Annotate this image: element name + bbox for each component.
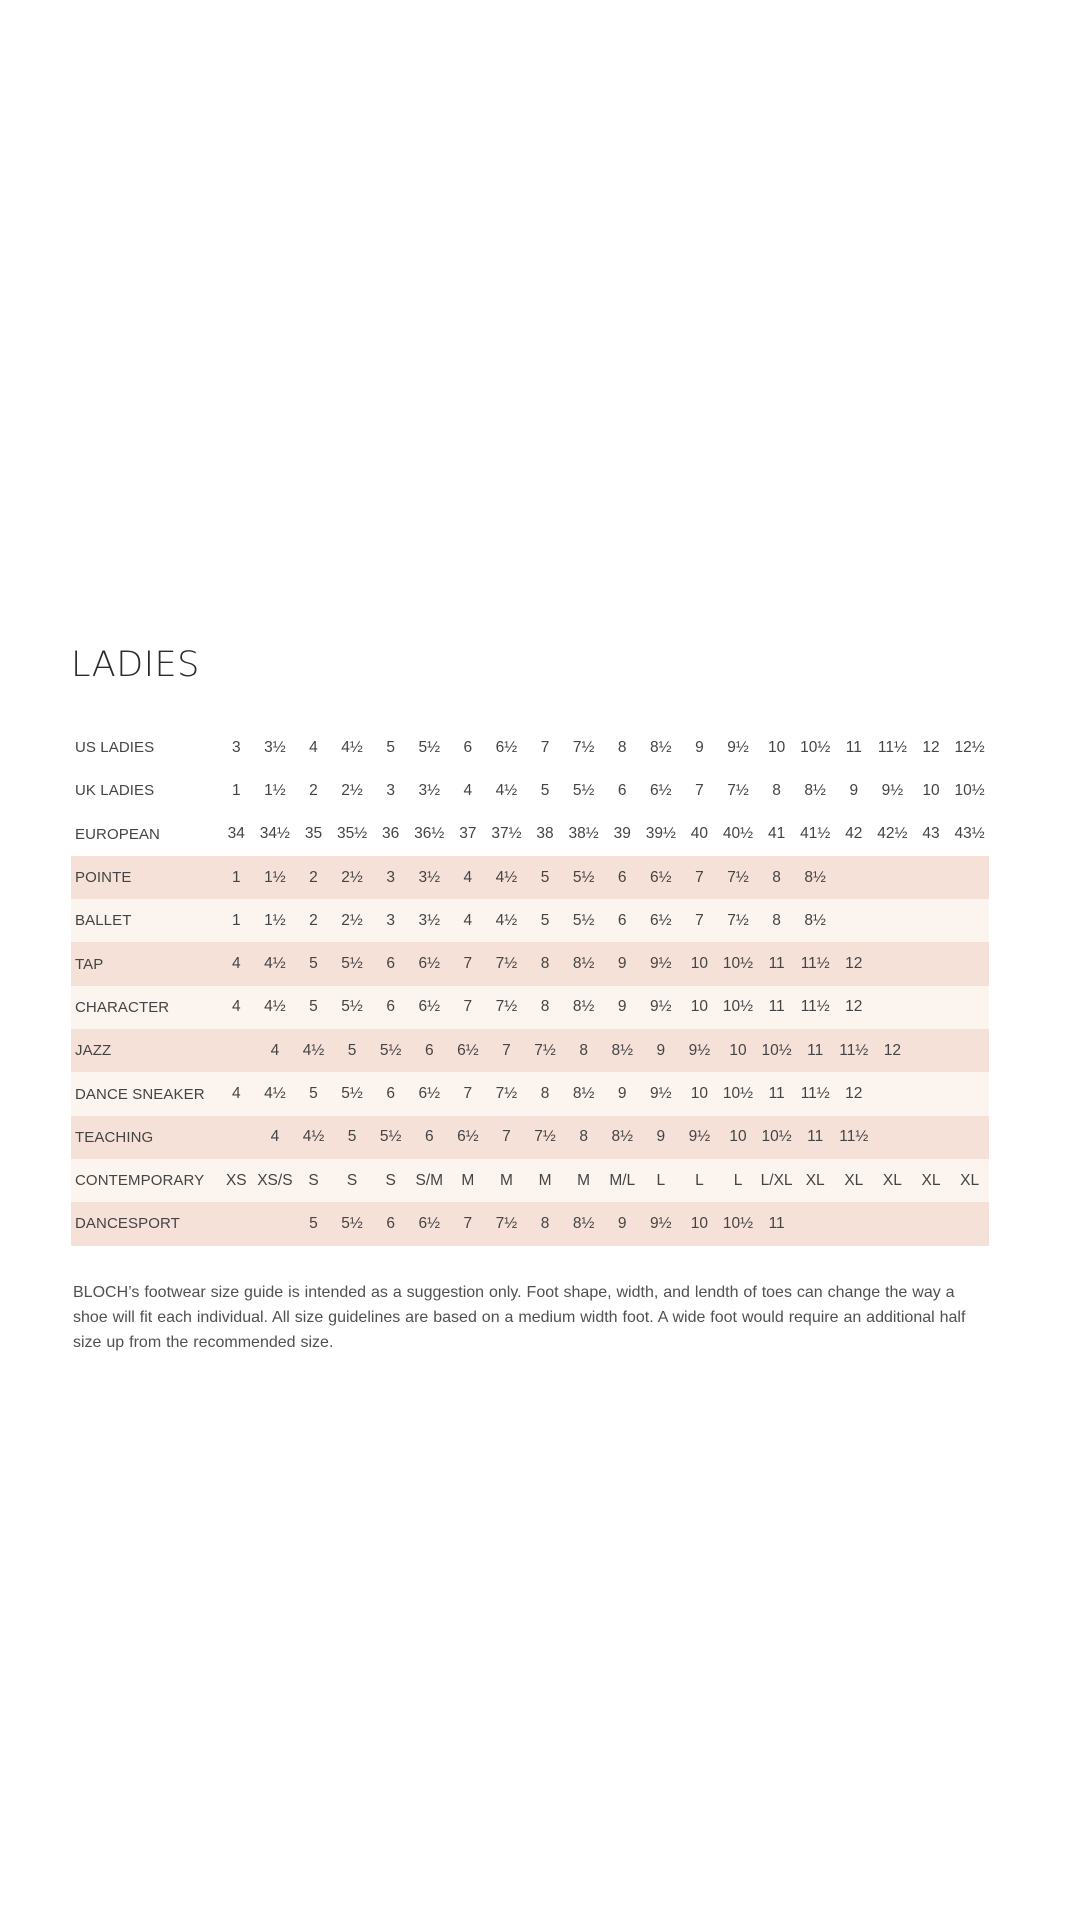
page-title: LADIES [71,645,200,685]
size-cell: 4½ [256,1072,295,1115]
size-cell: 9 [603,942,642,985]
size-cell: 8½ [650,738,672,756]
size-cell: 5½ [564,899,603,942]
size-cell: 9½ [642,1072,681,1115]
size-cell: XL [796,1159,835,1202]
size-cell: 6 [371,1202,410,1245]
row-label: POINTE [71,856,217,899]
size-cell: 5½ [333,942,372,985]
size-cell: 2 [294,856,333,899]
size-cell: L [680,1159,719,1202]
size-cell: 6 [603,856,642,899]
size-cell: 11½ [796,1072,835,1115]
size-cell: 8 [526,986,565,1029]
size-cell: 9½ [642,942,681,985]
size-cell: 9 [603,1072,642,1115]
size-cell [835,856,874,899]
size-cell: 4 [217,1072,256,1115]
size-row-teaching [71,1116,989,1159]
row-label: CONTEMPORARY [71,1159,217,1202]
size-cell: 34 [227,825,245,843]
size-cell [835,899,874,942]
size-cell: 11 [757,986,796,1029]
size-cell [912,1116,951,1159]
size-cell: 10 [767,738,786,756]
size-cell [950,986,989,1029]
size-cell: 2½ [341,781,363,799]
size-cell: 7½ [526,1029,565,1072]
size-cell: 8 [772,781,781,799]
size-cell: 2 [294,899,333,942]
size-cell: 4 [217,986,256,1029]
size-cell [912,1202,951,1245]
size-row-ballet [71,899,989,942]
size-cell: S [294,1159,333,1202]
size-cell: 10½ [719,1072,758,1115]
size-cell: 40½ [722,825,754,843]
size-cell: 8½ [564,942,603,985]
size-cell: 4½ [495,781,518,799]
size-cell: 10½ [800,738,831,756]
size-cell: 34½ [259,825,290,843]
size-cell: 7½ [487,1072,526,1115]
size-cell: 8 [564,1029,603,1072]
size-cell [217,1202,256,1245]
row-label: CHARACTER [71,986,217,1029]
size-cell [950,899,989,942]
size-cell: 1 [217,856,256,899]
size-cell: 6 [371,986,410,1029]
size-cell: 8 [526,1072,565,1115]
size-cell: 11½ [835,1029,874,1072]
size-cell [873,942,912,985]
size-cell: 9½ [680,1116,719,1159]
size-cell: 8½ [603,1029,642,1072]
size-cell [873,1116,912,1159]
size-cell: 4 [449,899,488,942]
row-label: DANCE SNEAKER [71,1072,217,1115]
size-cell: 5½ [371,1116,410,1159]
size-cell [912,1072,951,1115]
size-cell [950,942,989,985]
size-cell: 9½ [642,986,681,1029]
size-row-dance-sneaker [71,1072,989,1115]
size-cell: L [719,1159,758,1202]
size-cell: 9 [603,1202,642,1245]
size-cell: 7 [680,899,719,942]
size-cell: 9 [849,781,859,799]
size-row-jazz [71,1029,989,1072]
size-cell: 4 [463,781,473,799]
size-cell: 6½ [642,899,681,942]
size-cell: 8 [526,942,565,985]
size-cell: 4½ [256,942,295,985]
size-cell: 7 [449,942,488,985]
size-cell [873,986,912,1029]
size-cell: 4 [449,856,488,899]
size-cell: 5 [294,1072,333,1115]
row-label: BALLET [71,899,217,942]
size-cell: 37½ [491,825,522,843]
size-cell: 3 [386,781,395,799]
size-cell: 12 [835,986,874,1029]
size-cell: XS/S [256,1159,295,1202]
size-cell: 11 [757,1202,796,1245]
size-cell: L [642,1159,681,1202]
size-cell: 2½ [333,856,372,899]
size-cell: 10½ [757,1116,796,1159]
size-cell: 7 [680,856,719,899]
size-cell: 11½ [877,738,907,756]
size-cell [912,899,951,942]
size-cell: 43 [922,825,940,843]
size-cell: XL [912,1159,951,1202]
size-cell: 10½ [757,1029,796,1072]
row-label: TEACHING [71,1116,217,1159]
size-cell: XL [873,1159,912,1202]
size-cell: M [564,1159,603,1202]
size-cell: 4½ [487,899,526,942]
size-cell: 6 [463,738,473,756]
size-cell: 10 [922,781,940,799]
size-cell: 5½ [564,856,603,899]
size-cell: 4½ [487,856,526,899]
size-cell: 7½ [526,1116,565,1159]
size-cell: 8½ [564,1202,603,1245]
size-cell: 7½ [487,986,526,1029]
size-cell: 11 [757,1072,796,1115]
size-row-dancesport [71,1202,989,1245]
size-cell: 10 [680,986,719,1029]
size-cell: 7½ [727,781,749,799]
size-cell: 5 [294,1202,333,1245]
size-cell: 7½ [719,899,758,942]
size-cell: S/M [410,1159,449,1202]
size-cell: 4 [309,738,318,756]
size-cell [950,1116,989,1159]
row-label: US LADIES [75,739,155,757]
size-cell: 6½ [449,1029,488,1072]
size-cell: 4 [256,1116,295,1159]
size-cell: 11½ [796,942,835,985]
size-cell: 5½ [333,1202,372,1245]
size-cell [912,856,951,899]
size-cell: 7½ [487,942,526,985]
size-cell: 7½ [719,856,758,899]
size-cell: 11 [757,942,796,985]
size-cell [873,1202,912,1245]
size-cell: 5 [540,781,550,799]
size-cell: 6½ [410,1072,449,1115]
size-cell: 8½ [603,1116,642,1159]
size-cell: XL [950,1159,989,1202]
size-cell: M/L [603,1159,642,1202]
size-cell: 5½ [418,738,441,756]
size-cell: 5 [526,899,565,942]
size-cell: 41½ [800,825,831,843]
size-cell: 9 [695,738,704,756]
size-cell: 8½ [796,856,835,899]
size-cell: 4½ [294,1029,333,1072]
size-cell: 35½ [336,825,368,843]
size-cell: 10 [680,1202,719,1245]
size-cell: 39½ [645,825,676,843]
size-cell: 5 [333,1029,372,1072]
size-cell [950,856,989,899]
size-cell: 35 [304,825,323,843]
size-cell: 9½ [642,1202,681,1245]
size-cell: 5½ [572,781,595,799]
size-cell [912,942,951,985]
size-cell: 5 [294,942,333,985]
size-row-character [71,986,989,1029]
size-cell: 42½ [877,825,908,843]
size-cell [912,1029,951,1072]
size-cell: 10 [680,942,719,985]
size-cell: 8½ [564,1072,603,1115]
size-cell: 3 [231,738,241,756]
size-cell: 4½ [341,738,363,756]
size-guide-footnote: BLOCH’s footwear size guide is intended as a suggestion only. Foot shape, width, and lendth of toes can change the way a shoe will fit each individual. All size guidelines are based on a medium width foot. A wide foot would require an additional half size up from the recommended size. [73,1284,966,1351]
size-cell: 7 [449,1202,488,1245]
size-cell [217,1116,256,1159]
size-cell: 7 [695,781,704,799]
size-cell: 7 [487,1029,526,1072]
size-cell: 10½ [719,942,758,985]
size-guide [71,640,989,1351]
size-cell: 3 [371,856,410,899]
size-cell: 6½ [650,781,672,799]
size-cell: 6½ [410,1202,449,1245]
size-cell: 38½ [568,825,599,843]
size-cell: 11 [796,1116,835,1159]
row-label: EUROPEAN [75,825,160,843]
size-cell: 4 [256,1029,295,1072]
size-cell [873,899,912,942]
size-cell: 9½ [680,1029,719,1072]
row-label: TAP [71,942,217,985]
size-cell: 4½ [294,1116,333,1159]
size-cell: 8 [617,738,627,756]
size-cell [873,856,912,899]
size-cell: 1½ [264,781,286,799]
size-cell: 10 [719,1029,758,1072]
size-cell: M [487,1159,526,1202]
size-cell: XL [835,1159,874,1202]
size-cell: 8½ [796,899,835,942]
size-cell: 5½ [333,1072,372,1115]
size-cell: 1 [231,781,241,799]
size-cell: 12½ [954,738,985,756]
size-row-us-ladies [71,726,989,769]
size-row-tap [71,942,989,985]
size-cell: 1 [217,899,256,942]
size-cell: 6½ [642,856,681,899]
size-cell: S [371,1159,410,1202]
size-cell: 3½ [410,856,449,899]
size-cell: 5 [526,856,565,899]
size-cell [950,1029,989,1072]
size-cell: 10½ [954,781,985,799]
size-cell: 10½ [719,986,758,1029]
size-cell: 41 [767,825,786,843]
size-row-contemporary [71,1159,989,1202]
size-cell: 9 [642,1116,681,1159]
row-label: UK LADIES [75,782,155,800]
size-cell: 4½ [256,986,295,1029]
size-cell: 5 [294,986,333,1029]
size-row-pointe [71,856,989,899]
size-cell: 5 [386,738,395,756]
size-cell: 8 [757,856,796,899]
size-cell: 6 [603,899,642,942]
row-label: JAZZ [71,1029,217,1072]
size-cell: 36½ [414,825,445,843]
size-cell: 6½ [410,986,449,1029]
size-cell: 3½ [418,781,441,799]
size-cell: 37 [459,825,477,843]
size-row-uk-ladies [71,769,989,812]
size-cell: 6 [617,781,627,799]
size-cell: 6½ [495,738,518,756]
size-cell: 40 [690,825,709,843]
size-cell [950,1202,989,1245]
size-cell [950,1072,989,1115]
size-cell: 9 [603,986,642,1029]
size-cell: 38 [536,825,554,843]
size-row-european [71,813,989,856]
size-cell: M [449,1159,488,1202]
size-table [71,726,989,1246]
size-cell: 11 [845,738,862,756]
size-cell: 10 [680,1072,719,1115]
size-cell [796,1202,835,1245]
size-cell: 10 [719,1116,758,1159]
size-cell: 8½ [804,781,826,799]
size-cell: 43½ [954,825,985,843]
size-cell: 9½ [727,738,749,756]
size-cell: L/XL [757,1159,796,1202]
size-cell: 3½ [264,738,286,756]
size-cell: 9½ [881,781,904,799]
size-cell: 11½ [835,1116,874,1159]
size-cell: 7 [449,986,488,1029]
size-cell [835,1202,874,1245]
size-cell: 42 [845,825,863,843]
size-cell: 5½ [333,986,372,1029]
size-cell: 8 [757,899,796,942]
size-cell: 5 [333,1116,372,1159]
size-cell: S [333,1159,372,1202]
size-cell [912,986,951,1029]
size-cell: 12 [922,738,940,756]
size-cell: 1½ [256,899,295,942]
size-cell: 36 [382,825,400,843]
size-cell: 7 [449,1072,488,1115]
size-cell: 9 [642,1029,681,1072]
size-cell: 12 [873,1029,912,1072]
size-cell: 6½ [449,1116,488,1159]
size-cell: XS [217,1159,256,1202]
size-cell: 7 [487,1116,526,1159]
size-cell: 8 [564,1116,603,1159]
size-cell: 5½ [371,1029,410,1072]
size-cell: 7 [540,738,550,756]
size-cell [256,1202,295,1245]
size-cell: 2½ [333,899,372,942]
size-cell: 8½ [564,986,603,1029]
size-cell: 7½ [487,1202,526,1245]
size-cell: 1½ [256,856,295,899]
size-cell [217,1029,256,1072]
size-cell: 6 [371,942,410,985]
size-cell: 6 [410,1116,449,1159]
size-cell: M [526,1159,565,1202]
size-cell: 7½ [572,738,595,756]
size-cell: 2 [309,781,318,799]
size-cell: 8 [526,1202,565,1245]
size-cell: 6 [371,1072,410,1115]
size-cell: 4 [217,942,256,985]
size-cell: 39 [613,825,631,843]
size-cell: 10½ [719,1202,758,1245]
size-cell: 6 [410,1029,449,1072]
size-cell: 12 [835,1072,874,1115]
size-cell [873,1072,912,1115]
size-cell: 6½ [410,942,449,985]
row-label: DANCESPORT [71,1202,217,1245]
size-cell: 12 [835,942,874,985]
size-cell: 3½ [410,899,449,942]
size-cell: 3 [371,899,410,942]
size-cell: 11 [796,1029,835,1072]
size-cell: 11½ [796,986,835,1029]
